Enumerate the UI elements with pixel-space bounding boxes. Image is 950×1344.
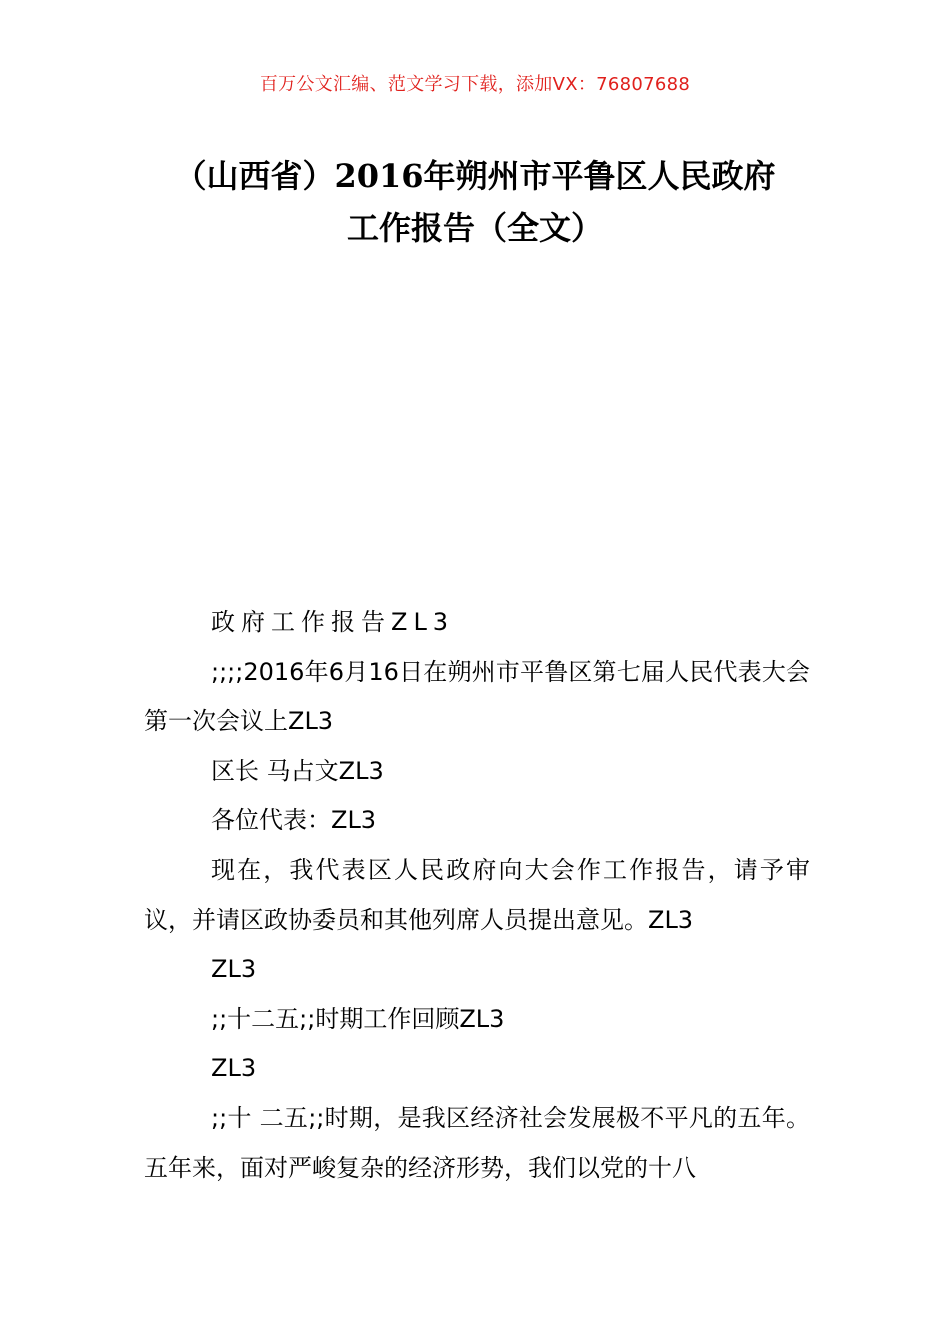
paragraph-marker: ZL3: [211, 955, 257, 984]
watermark-header: 百万公文汇编、范文学习下载，添加VX：76807688: [259, 74, 691, 95]
paragraph-meeting-info: ;;;;2016年6月16日在朔州市平鲁区第七届人民代表大会第一次会议上ZL3: [144, 657, 810, 736]
paragraph-review: ;;十 二五;;时期，是我区经济社会发展极不平凡的五年。五年来，面对严峻复杂的经济形势，我们以党的十八: [144, 1103, 810, 1182]
paragraph-report-heading: 政府工作报告ZL3: [211, 608, 455, 636]
document-body: [144, 598, 810, 1193]
paragraph-salutation: 各位代表：ZL3: [211, 806, 377, 835]
paragraph-section-heading: ;;十二五;;时期工作回顾ZL3: [211, 1004, 505, 1033]
paragraph-speaker: 区长 马占文ZL3: [211, 756, 384, 785]
paragraph-intro: 现在，我代表区人民政府向大会作工作报告，请予审议，并请区政协委员和其他列席人员提出意见。ZL3: [144, 855, 810, 934]
title-line-1: （山西省）2016年朔州市平鲁区人民政府: [174, 157, 776, 195]
title-line-2: 工作报告（全文）: [346, 209, 603, 247]
paragraph-marker: ZL3: [211, 1054, 257, 1083]
document-title: [100, 150, 850, 254]
